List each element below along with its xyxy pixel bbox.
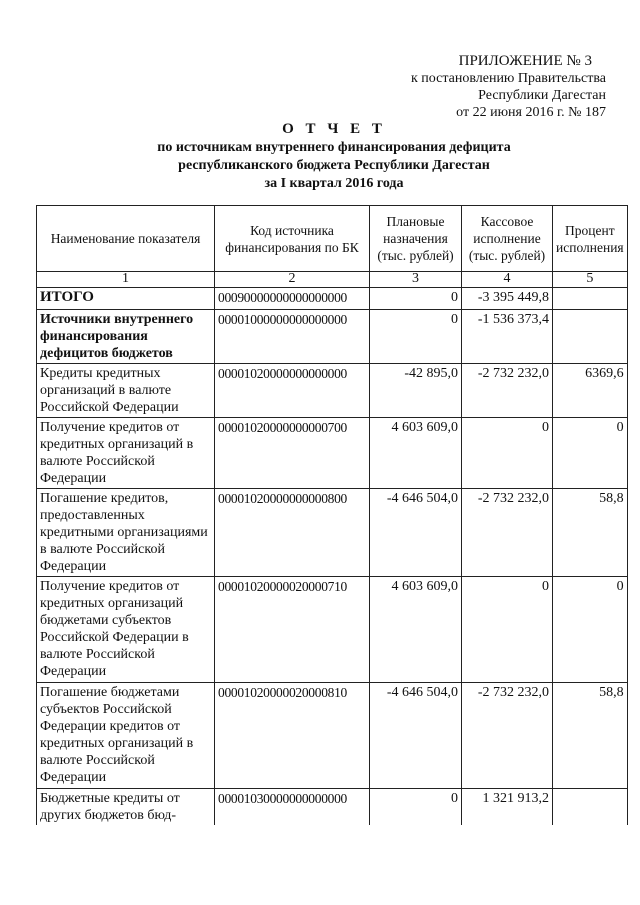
column-number: 5 xyxy=(553,272,628,288)
header-plan: Плановые назначения (тыс. рублей) xyxy=(370,206,462,272)
row-plan: -42 895,0 xyxy=(370,364,462,418)
table-row xyxy=(37,310,628,364)
row-code: 00001020000020000810 xyxy=(215,683,370,789)
appendix-republic: Республики Дагестан xyxy=(478,88,606,103)
table-row xyxy=(37,418,628,489)
header-cash: Кассовое исполнение (тыс. рублей) xyxy=(462,206,553,272)
row-cash: -2 732 232,0 xyxy=(462,364,553,418)
header-pct: Процент исполнения xyxy=(553,206,628,272)
row-name: Погашение кредитов, предоставленных кредитными организациями в валюте Российской Федерации xyxy=(37,489,215,577)
table-row xyxy=(37,577,628,683)
row-name: Получение кредитов от кредитных организаций бюджетами субъектов Российской Федерации в валюте Российской Федерации xyxy=(37,577,215,683)
row-pct: 0 xyxy=(553,577,628,683)
row-cash: -3 395 449,8 xyxy=(462,288,553,310)
row-name: Кредиты кредитных организаций в валюте Российской Федерации xyxy=(37,364,215,418)
table-row xyxy=(37,683,628,789)
row-code: 00001020000000000000 xyxy=(215,364,370,418)
report-title: О Т Ч Е Т xyxy=(282,121,386,137)
row-cash: 0 xyxy=(462,577,553,683)
header-code: Код источника финансирования по БК xyxy=(215,206,370,272)
column-numbers-row xyxy=(37,272,628,288)
row-plan: -4 646 504,0 xyxy=(370,489,462,577)
row-plan: 4 603 609,0 xyxy=(370,418,462,489)
row-name: Бюджетные кредиты от других бюджетов бюд- xyxy=(37,789,215,826)
appendix-number: ПРИЛОЖЕНИЕ № 3 xyxy=(458,53,592,69)
report-heading xyxy=(34,120,634,193)
row-pct: 58,8 xyxy=(553,683,628,789)
appendix-block xyxy=(346,53,606,121)
row-code: 00001020000000000700 xyxy=(215,418,370,489)
column-number: 2 xyxy=(215,272,370,288)
row-pct: 6369,6 xyxy=(553,364,628,418)
row-pct xyxy=(553,310,628,364)
row-plan: 0 xyxy=(370,789,462,826)
column-number: 3 xyxy=(370,272,462,288)
row-cash: -2 732 232,0 xyxy=(462,683,553,789)
row-code: 00001020000000000800 xyxy=(215,489,370,577)
table-row xyxy=(37,364,628,418)
report-period: за I квартал 2016 года xyxy=(264,176,404,191)
row-pct: 58,8 xyxy=(553,489,628,577)
row-code: 00090000000000000000 xyxy=(215,288,370,310)
row-plan: 0 xyxy=(370,288,462,310)
row-cash: 1 321 913,2 xyxy=(462,789,553,826)
report-subtitle-2: республиканского бюджета Республики Дагестан xyxy=(178,158,490,173)
row-code: 00001000000000000000 xyxy=(215,310,370,364)
row-plan: 4 603 609,0 xyxy=(370,577,462,683)
column-number: 1 xyxy=(37,272,215,288)
row-name: Источники внутреннего финансирования дефицитов бюджетов xyxy=(37,310,215,364)
row-cash: -2 732 232,0 xyxy=(462,489,553,577)
table-row xyxy=(37,489,628,577)
report-subtitle-1: по источникам внутреннего финансирования дефицита xyxy=(157,140,511,155)
row-cash: 0 xyxy=(462,418,553,489)
table-row xyxy=(37,789,628,826)
column-number: 4 xyxy=(462,272,553,288)
row-pct xyxy=(553,288,628,310)
appendix-resolution: к постановлению Правительства xyxy=(410,71,606,86)
table-row xyxy=(37,288,628,310)
row-pct: 0 xyxy=(553,418,628,489)
row-code: 00001030000000000000 xyxy=(215,789,370,826)
row-name: Погашение бюджетами субъектов Российской Федерации кредитов от кредитных организаций в валюте Российской Федерации xyxy=(37,683,215,789)
report-table xyxy=(36,205,628,825)
header-row xyxy=(37,206,628,272)
row-plan: 0 xyxy=(370,310,462,364)
row-code: 00001020000020000710 xyxy=(215,577,370,683)
row-pct xyxy=(553,789,628,826)
row-plan: -4 646 504,0 xyxy=(370,683,462,789)
appendix-date: от 22 июня 2016 г. № 187 xyxy=(456,105,606,120)
row-name: Получение кредитов от кредитных организаций в валюте Российской Федерации xyxy=(37,418,215,489)
row-name: ИТОГО xyxy=(37,288,215,310)
header-name: Наименование показателя xyxy=(37,206,215,272)
row-cash: -1 536 373,4 xyxy=(462,310,553,364)
